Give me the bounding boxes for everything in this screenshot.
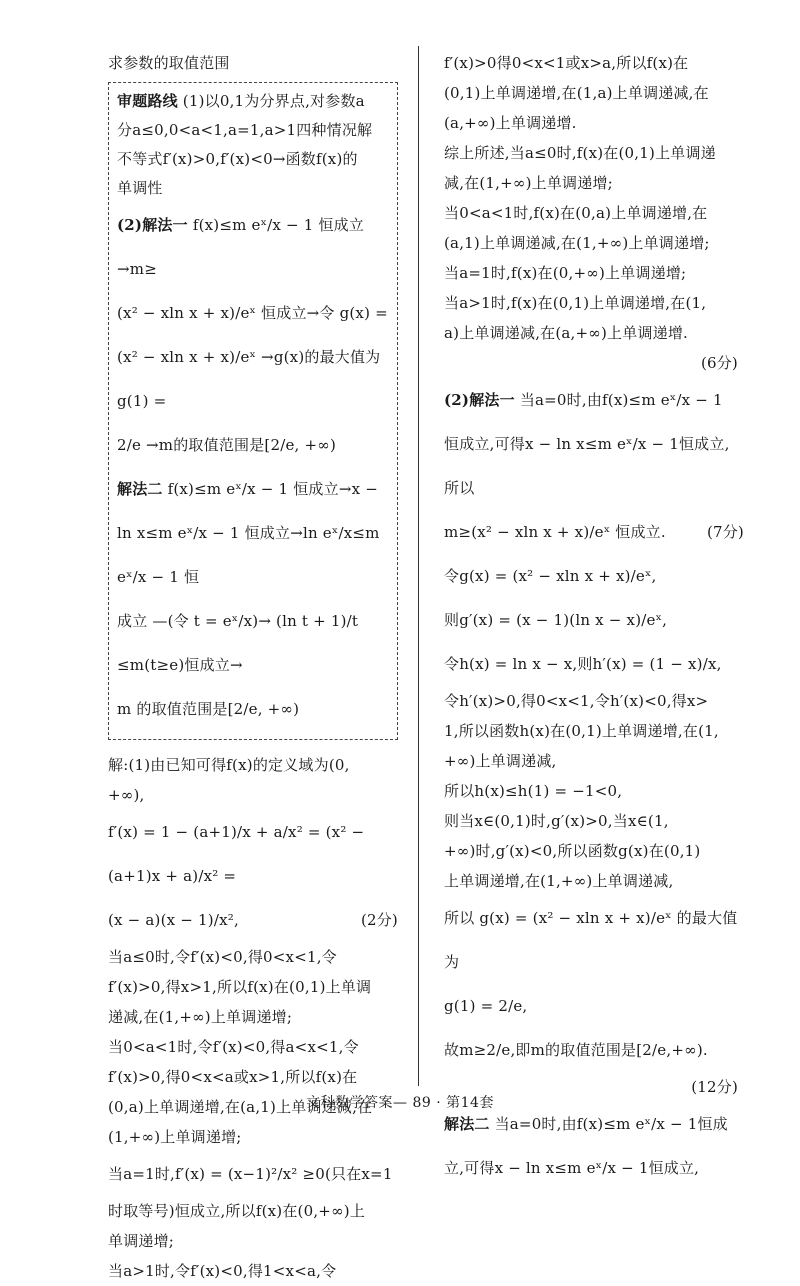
solution-line: 1,所以函数h(x)在(0,1)上单调递增,在(1, — [444, 722, 719, 740]
box-line: 2/e →m的取值范围是[2/e, +∞) — [117, 436, 337, 454]
box-label: 解法二 — [117, 480, 163, 498]
box-line: (x² − xln x + x)/eˣ →g(x)的最大值为g(1) = — [117, 348, 381, 410]
box-text: f(x)≤m eˣ/x − 1 恒成立→m≥ — [117, 216, 365, 278]
section-heading: 求参数的取值范围 — [108, 54, 230, 72]
solution-line: (a,+∞)上单调递增. — [444, 114, 577, 132]
solution-line: 故m≥2/e,即m的取值范围是[2/e,+∞). — [444, 1041, 708, 1059]
solution-line: 令g(x) = (x² − xln x + x)/eˣ, — [444, 567, 657, 585]
box-label: (2)解法一 — [117, 216, 188, 234]
solution-line: 减,在(1,+∞)上单调递增; — [444, 174, 613, 192]
box-line: m 的取值范围是[2/e, +∞) — [117, 700, 300, 718]
box-line: ln x≤m eˣ/x − 1 恒成立→ln eˣ/x≤m eˣ/x − 1 恒 — [117, 524, 380, 586]
right-column — [444, 48, 744, 1190]
solution-line: 所以h(x)≤h(1) = −1<0, — [444, 782, 623, 800]
solution-line: 所以 g(x) = (x² − xln x + x)/eˣ 的最大值为 — [444, 909, 738, 971]
solution-line: 当a=1时,f′(x) = (x−1)²/x² ≥0(只在x=1 — [108, 1165, 393, 1183]
page-footer: 文科数学答案— 89 · 第14套 — [306, 1095, 494, 1111]
solution-line: 令h′(x)>0,得0<x<1,令h′(x)<0,得x> — [444, 692, 709, 710]
box-text: (1)以0,1为分界点,对参数a — [182, 92, 365, 110]
score-mark: (7分) — [706, 523, 744, 541]
box-line — [117, 203, 389, 291]
box-line: 单调性 — [117, 179, 163, 197]
solution-line: 递减,在(1,+∞)上单调递增; — [108, 1008, 293, 1026]
solution-line: a)上单调递减,在(a,+∞)上单调递增. — [444, 324, 689, 342]
solution-line: +∞)时,g′(x)<0,所以函数g(x)在(0,1) — [444, 842, 701, 860]
solution-line: 解:(1)由已知可得f(x)的定义域为(0, — [108, 756, 350, 774]
solution-line: 上单调递增,在(1,+∞)上单调递减, — [444, 872, 674, 890]
box-label: 审题路线 — [117, 92, 178, 110]
solution-line: f′(x)>0,得x>1,所以f(x)在(0,1)上单调 — [108, 978, 372, 996]
formula-text: 当a=0时,由f(x)≤m eˣ/x − 1 — [519, 391, 723, 409]
solution-line: 当0<a<1时,令f′(x)<0,得a<x<1,令 — [108, 1038, 359, 1056]
solution-line: (0,a)上单调递增,在(a,1)上单调递减,在 — [108, 1098, 373, 1116]
box-line — [117, 87, 389, 116]
box-line: 不等式f′(x)>0,f′(x)<0→函数f(x)的 — [117, 150, 358, 168]
solution-line: 则当x∈(0,1)时,g′(x)>0,当x∈(1, — [444, 812, 669, 830]
formula-text: m≥(x² − xln x + x)/eˣ 恒成立. — [444, 523, 666, 541]
solution-line: 当0<a<1时,f(x)在(0,a)上单调递增,在 — [444, 204, 708, 222]
solution-line: +∞)上单调递减, — [444, 752, 557, 770]
score-mark: (6分) — [700, 354, 738, 372]
solution-line: +∞), — [108, 786, 145, 804]
solution-line — [444, 510, 744, 554]
solution-line: (a,1)上单调递减,在(1,+∞)上单调递增; — [444, 234, 710, 252]
method-label: (2)解法一 — [444, 391, 515, 409]
solution-line: 立,可得x − ln x≤m eˣ/x − 1恒成立, — [444, 1159, 700, 1177]
score-mark: (2分) — [360, 911, 398, 929]
solution-line: 恒成立,可得x − ln x≤m eˣ/x − 1恒成立,所以 — [444, 435, 730, 497]
box-line: 分a≤0,0<a<1,a=1,a>1四种情况解 — [117, 121, 373, 139]
solution-line: f′(x)>0得0<x<1或x>a,所以f(x)在 — [444, 54, 689, 72]
solution-line: g(1) = 2/e, — [444, 997, 528, 1015]
method-label: 解法二 — [444, 1115, 490, 1133]
solution-line — [108, 898, 398, 942]
solution-line: 时取等号)恒成立,所以f(x)在(0,+∞)上 — [108, 1202, 366, 1220]
solution-line: 当a≤0时,令f′(x)<0,得0<x<1,令 — [108, 948, 337, 966]
box-line — [117, 467, 389, 511]
solution-line: 综上所述,当a≤0时,f(x)在(0,1)上单调递 — [444, 144, 716, 162]
formula-text: 当a=0时,由f(x)≤m eˣ/x − 1恒成 — [494, 1115, 728, 1133]
solution-line: 令h(x) = ln x − x,则h′(x) = (1 − x)/x, — [444, 655, 722, 673]
box-line: 成立 —(令 t = eˣ/x)→ (ln t + 1)/t ≤m(t≥e)恒成立→ — [117, 612, 359, 674]
solution-line: 当a=1时,f(x)在(0,+∞)上单调递增; — [444, 264, 687, 282]
box-text: f(x)≤m eˣ/x − 1 恒成立→x − — [167, 480, 378, 498]
solution-line: f′(x)>0,得0<x<a或x>1,所以f(x)在 — [108, 1068, 358, 1086]
solution-line: 单调递增; — [108, 1232, 175, 1250]
solution-line — [444, 378, 744, 422]
solution-line: (1,+∞)上单调递增; — [108, 1128, 242, 1146]
solution-line: f′(x) = 1 − (a+1)/x + a/x² = (x² − (a+1)x + a)/x² = — [108, 823, 365, 885]
solution-line: 则g′(x) = (x − 1)(ln x − x)/eˣ, — [444, 611, 668, 629]
score-mark: (12分) — [691, 1078, 738, 1096]
solution-line: 当a>1时,f(x)在(0,1)上单调递增,在(1, — [444, 294, 707, 312]
formula-text: (x − a)(x − 1)/x², — [108, 911, 239, 929]
box-line: (x² − xln x + x)/eˣ 恒成立→令 g(x) = — [117, 304, 388, 322]
analysis-box — [108, 82, 398, 740]
column-divider — [418, 46, 419, 1086]
solution-line: 当a>1时,令f′(x)<0,得1<x<a,令 — [108, 1262, 337, 1280]
solution-line: (0,1)上单调递增,在(1,a)上单调递减,在 — [444, 84, 709, 102]
